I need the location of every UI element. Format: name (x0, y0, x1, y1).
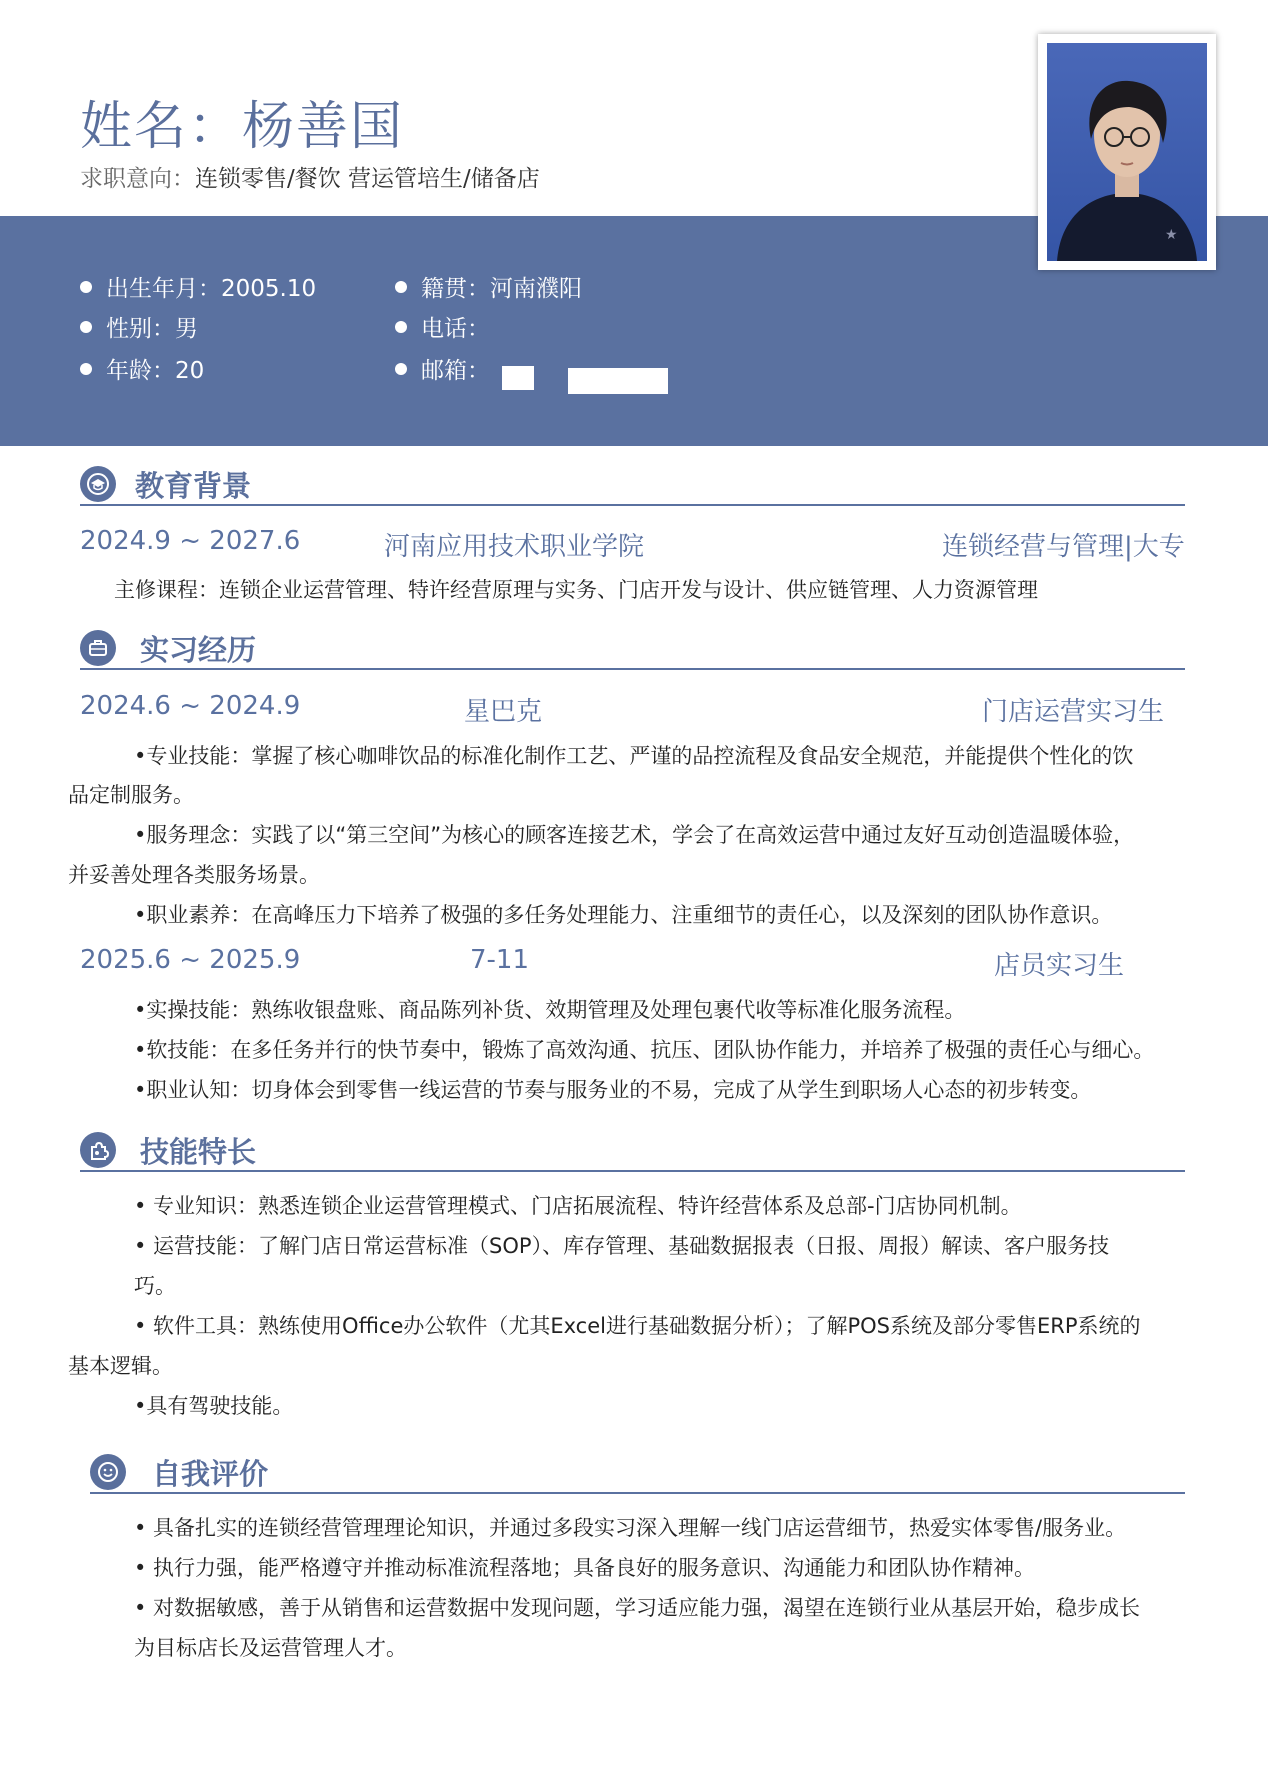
info-age (80, 352, 204, 385)
skills-line: • 运营技能：了解门店日常运营标准（SOP）、库存管理、基础数据报表（日报、周报）解读、客户服务技 (134, 1234, 1110, 1258)
self-eval-line: 为目标店长及运营管理人才。 (134, 1636, 407, 1660)
self-eval-line: • 执行力强，能严格遵守并推动标准流程落地；具备良好的服务意识、沟通能力和团队协作精神。 (134, 1556, 1036, 1580)
bullet-icon (395, 281, 407, 293)
redaction-mask (568, 368, 668, 394)
job-2-company: 7-11 (470, 945, 530, 975)
skills-title: 技能特长 (140, 1135, 257, 1169)
education-school: 河南应用技术职业学院 (384, 532, 645, 562)
internship-section-header (80, 630, 1185, 670)
job-intent-value: 连锁零售/餐饮 营运管培生/储备店 (195, 166, 540, 192)
job-1-period: 2024.6 ~ 2024.9 (80, 691, 301, 721)
job-1-line: 品定制服务。 (68, 783, 194, 807)
skills-section-header (80, 1132, 1185, 1172)
job-1-line: •服务理念：实践了以“第三空间”为核心的顾客连接艺术，学会了在高效运营中通过友好互动创造温暖体验， (134, 823, 1135, 847)
education-period: 2024.9 ~ 2027.6 (80, 526, 301, 556)
self-eval-section-header (90, 1454, 1185, 1494)
info-phone-text: 电话： (421, 316, 490, 342)
job-2-period: 2025.6 ~ 2025.9 (80, 945, 301, 975)
graduation-cap-icon (80, 466, 116, 502)
education-courses: 主修课程：连锁企业运营管理、特许经营原理与实务、门店开发与设计、供应链管理、人力资源管理 (114, 578, 1038, 602)
skills-line: 基本逻辑。 (68, 1354, 173, 1378)
bullet-icon (80, 363, 92, 375)
job-intent (80, 160, 540, 193)
name-title: 姓名：杨善国 (80, 97, 405, 157)
svg-text:★: ★ (1165, 227, 1178, 243)
self-eval-line: • 对数据敏感，善于从销售和运营数据中发现问题，学习适应能力强，渴望在连锁行业从基层开始，稳步成长 (134, 1596, 1141, 1620)
info-birth-text: 出生年月：2005.10 (106, 276, 317, 302)
self-eval-title: 自我评价 (152, 1457, 269, 1491)
redaction-mask (502, 366, 534, 390)
job-1-line: •专业技能：掌握了核心咖啡饮品的标准化制作工艺、严谨的品控流程及食品安全规范，并能提供个性化的饮 (134, 744, 1134, 768)
job-2-line: •软技能：在多任务并行的快节奏中，锻炼了高效沟通、抗压、团队协作能力，并培养了极强的责任心与细心。 (134, 1038, 1155, 1062)
info-age-text: 年龄：20 (106, 358, 205, 384)
briefcase-icon (80, 630, 116, 666)
skills-line: 巧。 (134, 1274, 176, 1298)
smile-icon (90, 1454, 126, 1490)
self-eval-line: • 具备扎实的连锁经营管理理论知识，并通过多段实习深入理解一线门店运营细节，热爱实体零售/服务业。 (134, 1516, 1127, 1540)
skills-line: • 专业知识：熟悉连锁企业运营管理模式、门店拓展流程、特许经营体系及总部-门店协同机制。 (134, 1194, 1022, 1218)
bullet-icon (80, 321, 92, 333)
skills-line: • 软件工具：熟练使用Office办公软件（尤其Excel进行基础数据分析）；了解POS系统及部分零售ERP系统的 (134, 1314, 1141, 1338)
education-section-header (80, 466, 1185, 506)
skills-line: •具有驾驶技能。 (134, 1394, 294, 1418)
education-major: 连锁经营与管理|大专 (942, 532, 1185, 562)
info-phone (395, 310, 490, 343)
job-2-line: •实操技能：熟练收银盘账、商品陈列补货、效期管理及处理包裹代收等标准化服务流程。 (134, 998, 966, 1022)
job-2-line: •职业认知：切身体会到零售一线运营的节奏与服务业的不易，完成了从学生到职场人心态的初步转变。 (134, 1078, 1092, 1102)
bullet-icon (395, 363, 407, 375)
bullet-icon (80, 281, 92, 293)
job-2-role: 店员实习生 (994, 951, 1125, 981)
info-hometown (395, 270, 582, 303)
info-hometown-text: 籍贯：河南濮阳 (421, 276, 582, 302)
internship-title: 实习经历 (140, 633, 257, 667)
profile-photo (1038, 34, 1216, 270)
education-title: 教育背景 (135, 469, 252, 503)
job-1-role: 门店运营实习生 (982, 697, 1165, 727)
info-email-text: 邮箱： (421, 358, 490, 384)
job-intent-label: 求职意向： (80, 166, 195, 192)
avatar (1047, 43, 1207, 261)
bullet-icon (395, 321, 407, 333)
puzzle-icon (80, 1132, 116, 1168)
info-gender-text: 性别：男 (106, 316, 198, 342)
info-gender (80, 310, 198, 343)
job-1-company: 星巴克 (464, 697, 543, 727)
info-email (395, 352, 490, 385)
info-birth (80, 270, 316, 303)
job-1-line: 并妥善处理各类服务场景。 (68, 863, 320, 887)
job-1-line: •职业素养：在高峰压力下培养了极强的多任务处理能力、注重细节的责任心，以及深刻的团队协作意识。 (134, 903, 1113, 927)
